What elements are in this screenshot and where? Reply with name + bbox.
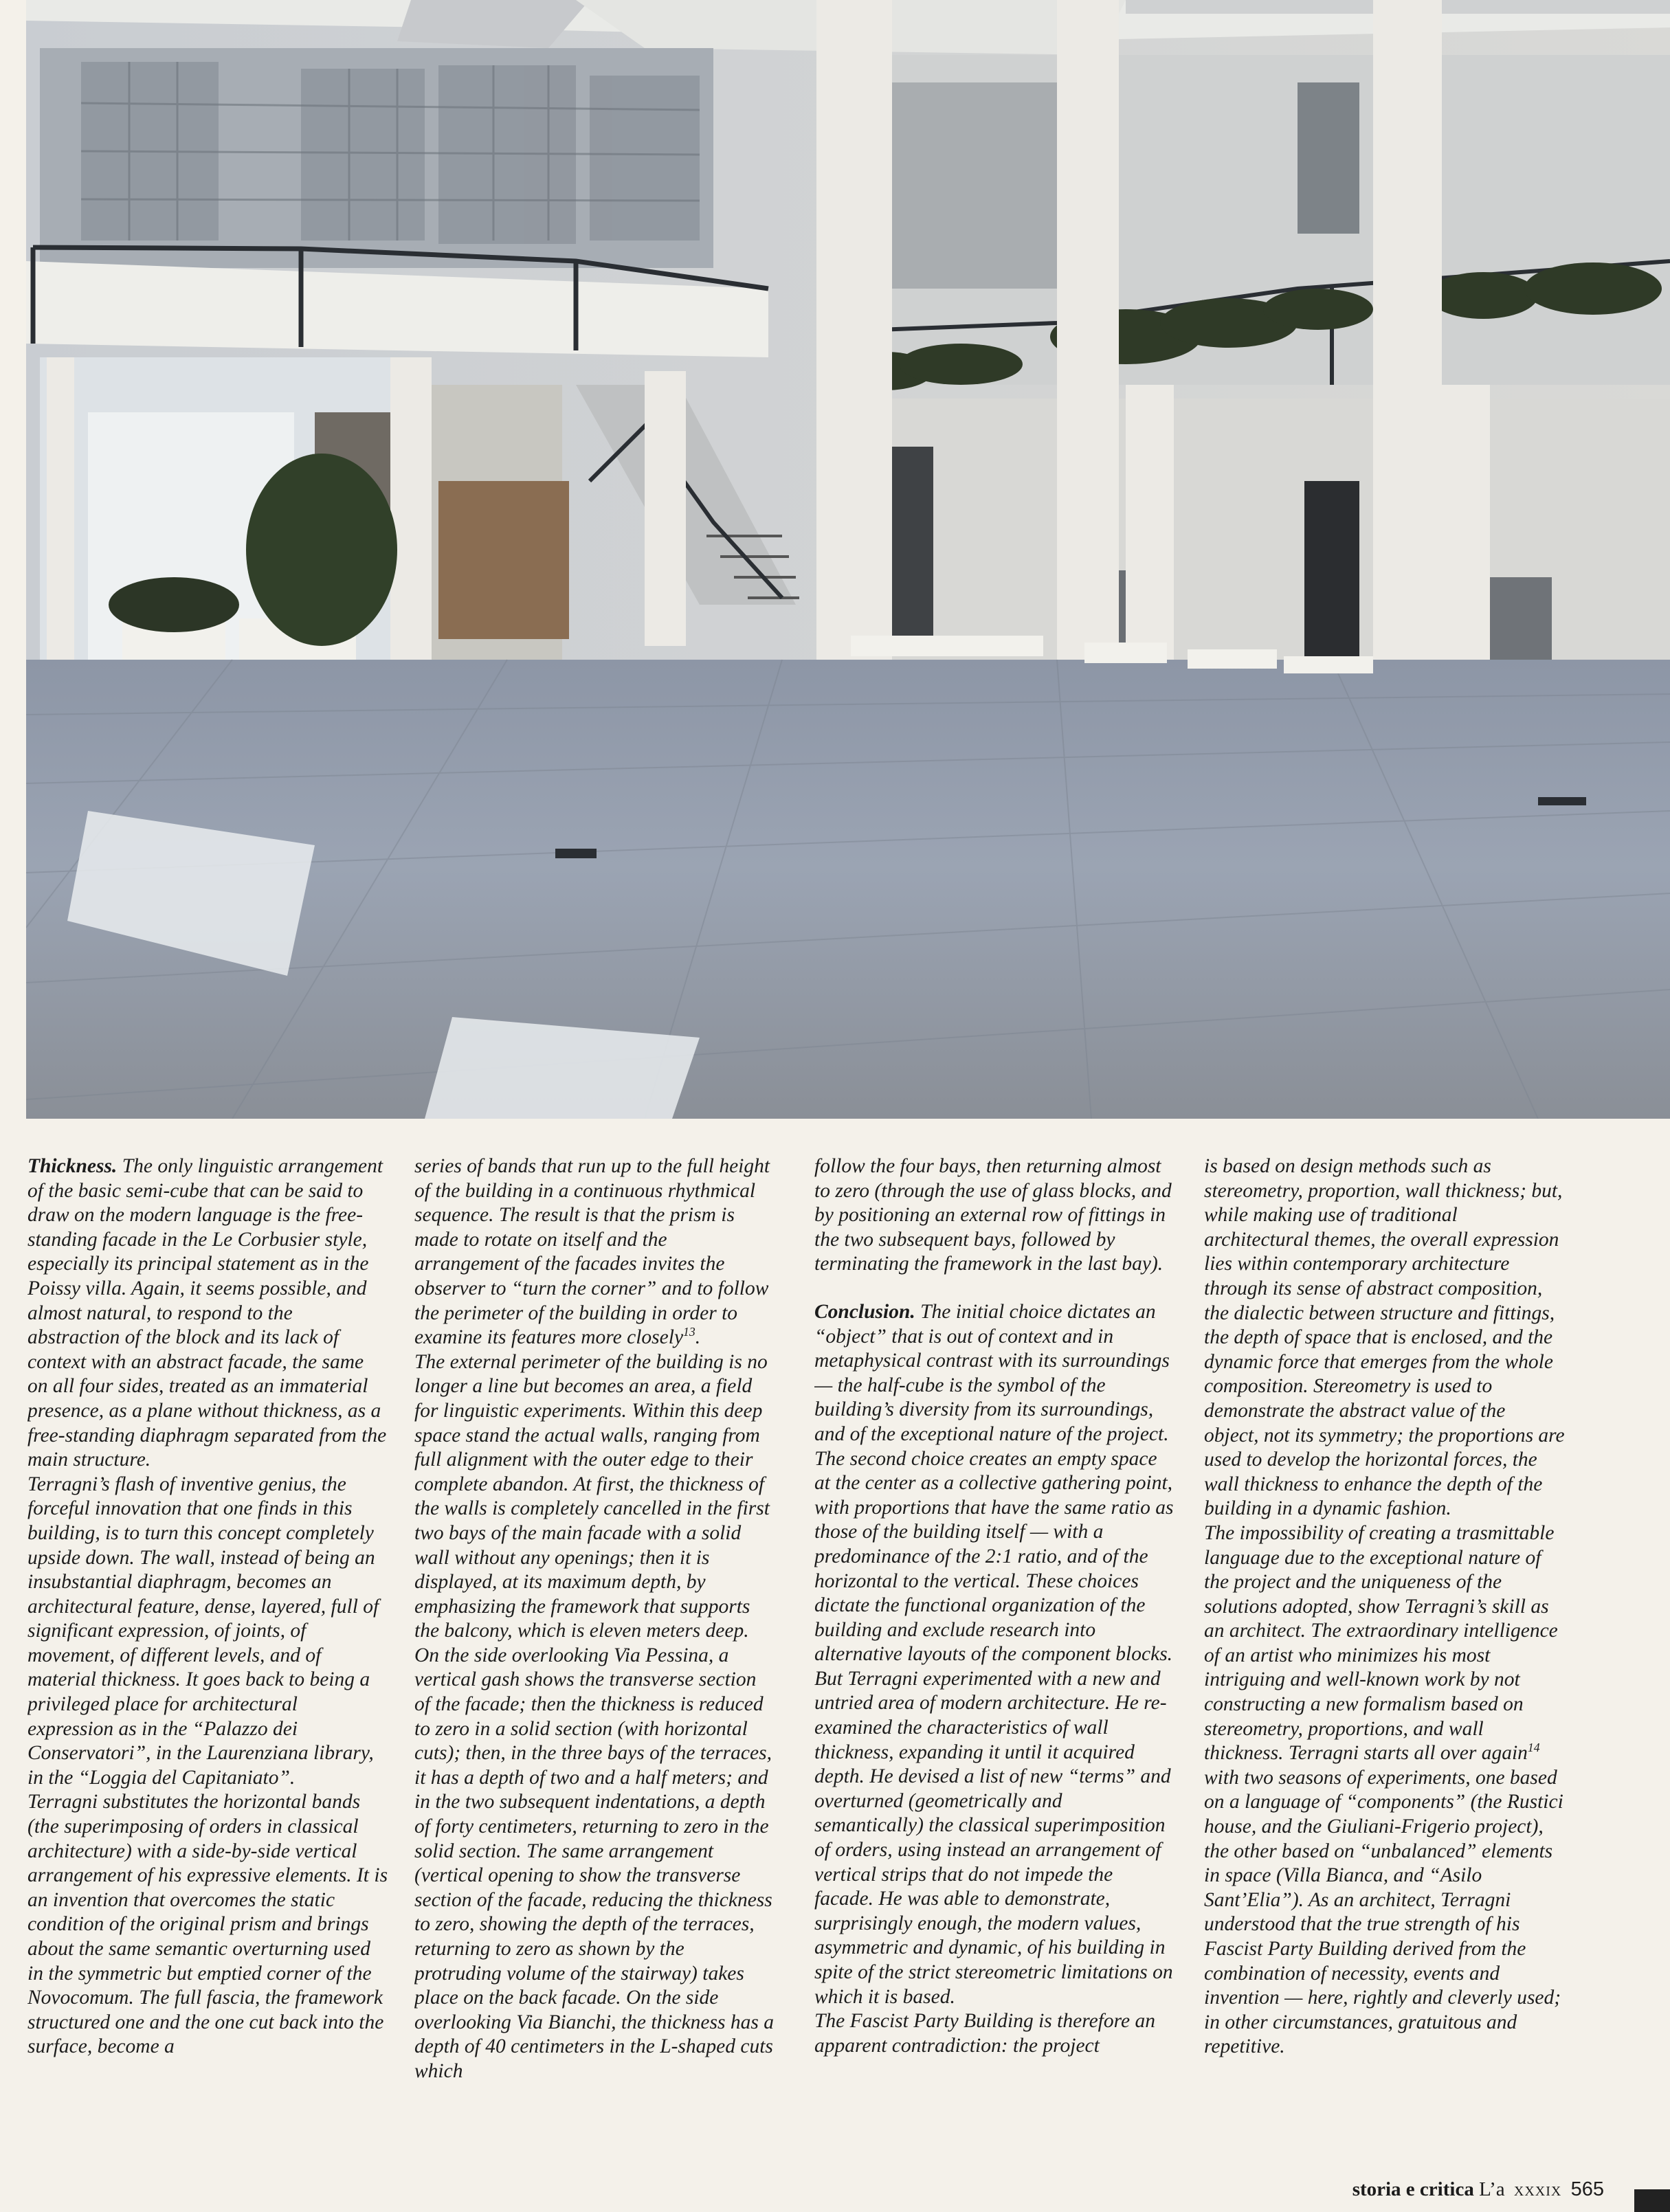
paragraph-text: series of bands that run up to the full height of the building in a continuous rhythmical sequence. The result is that the prism is made to rotate on itself and the arrangement of the facades invites the observer to “turn the corner” and to follow the perimeter of the building in order to examine its features more closely — [414, 1155, 770, 1349]
paragraph-text: follow the four bays, then returning almost to zero (through the use of glass blocks, and by positioning an external row of fittings in the two subsequent bays, followed by terminating the framework in the last bay). — [814, 1155, 1172, 1275]
paragraph — [1204, 1154, 1565, 1521]
magazine-section-label: storia e critica — [1352, 2178, 1474, 2200]
page-footer — [1352, 2178, 1604, 2201]
paragraph-text: The external perimeter of the building is no longer a line but becomes an area, a field for linguistic experiments. Within this deep space stand the actual walls, ranging from full alignment with the outer edge to their complete abandon. At first, the thickness of the walls is completely cancelled in the first two bays of the main facade with a solid wall without any openings; then it is displayed, at its maximum depth, by emphasizing the framework that supports the balcony, which is eleven meters deep. On the side overlooking Via Pessina, a vertical gash shows the transverse section of the facade; then the thickness is reduced to zero in a solid section (with horizontal cuts); then, in the three bays of the terraces, it has a depth of two and a half meters; and in the two subsequent indentations, a depth of forty centimeters, returning to zero in the solid section. The same arrangement (vertical opening to show the transverse section of the facade, reducing the thickness to zero, showing the depth of the terraces, returning to zero as shown by the protruding volume of the stairway) takes place on the back facade. On the side overlooking Via Bianchi, the thickness has a depth of 40 centimeters in the L-shaped cuts which — [414, 1350, 774, 2082]
paragraph — [414, 1350, 775, 2084]
paragraph — [1204, 1521, 1565, 2059]
section-heading-conclusion: Conclusion. — [814, 1300, 915, 1323]
paragraph-text-tail: . — [695, 1326, 701, 1349]
paragraph — [27, 1473, 388, 1791]
paragraph — [814, 1154, 1175, 1277]
paragraph-text: The only linguistic arrangement of the basic semi-cube that can be said to draw on the modern language is the free-standing facade in the Le Corbusier style, especially its principal statement as in the Poissy villa. Again, it seems possible, and almost natural, to respond to the abstraction of the block and its lack of context with an abstract facade, the same on all four sides, treated as an immaterial presence, as a plane without thickness, as a free-standing diaphragm separated from the main structure. — [27, 1155, 387, 1471]
paragraph — [814, 2009, 1175, 2058]
section-heading-thickness: Thickness. — [27, 1155, 118, 1177]
article-body — [27, 1154, 1615, 2137]
paragraph-text: Terragni substitutes the horizontal bands (the superimposing of orders in classical architecture) with a side-by-side vertical arrangement of his expressive elements. It is an invention that overcomes the static condition of the original prism and brings about the same semantic overturning used in the symmetric but emptied corner of the Novocomum. The full fascia, the framework structured one and the one cut back into the surface, become a — [27, 1791, 388, 2058]
magazine-title: L’a — [1479, 2178, 1505, 2200]
paragraph-text-tail: with two seasons of experiments, one based on a language of “components” (the Rustici house, and the Giuliani-Frigerio project), the other based on “unbalanced” elements in space (Villa Bianca, and “Asilo Sant’Elia”). As an architect, Terragni understood that the true strength of his Fascist Party Building derived from the combination of necessity, events and invention — here, rightly and cleverly used; in other circumstances, gratuitous and repetitive. — [1204, 1766, 1563, 2058]
paragraph-text: Terragni’s flash of inventive genius, the forceful innovation that one finds in this building, is to turn this concept completely upside down. The wall, instead of being an insubstantial diaphragm, becomes an architectural feature, dense, layered, full of significant expression, of joints, of movement, of different levels, and of material thickness. It goes back to being a privileged place for architectural expression as in the “Palazzo dei Conservatori”, in the Laurenziana library, in the “Loggia del Capitaniato”. — [27, 1473, 379, 1789]
page-number: 565 — [1570, 2178, 1604, 2200]
paragraph — [27, 1154, 388, 1473]
paragraph — [414, 1154, 775, 1350]
paragraph-text: The Fascist Party Building is therefore an apparent contradiction: the project — [814, 2010, 1155, 2057]
paragraph-text: The impossibility of creating a trasmittable language due to the exceptional nature of the project and the uniqueness of the solutions adopted, show Terragni’s skill as an architect. The extraordinary intelligence of an artist who minimizes his most intriguing and well-known work by not constructing a new formalism based on stereometry, proportions, and wall thickness. Terragni starts all over again — [1204, 1521, 1558, 1765]
paragraph — [814, 1300, 1175, 2009]
issue-number: xxxix — [1513, 2178, 1562, 2200]
text-column-4 — [1204, 1154, 1565, 2137]
atrium-photo — [26, 0, 1670, 1119]
paragraph-text: The initial choice dictates an “object” that is out of context and in metaphysical contrast with its surroundings — the half-cube is the symbol of the building’s diversity from its surroundings, and of the exceptional nature of the project. The second choice creates an empty space at the center as a collective gathering point, with proportions that have the same ratio as those of the building itself — with a predominance of the 2:1 ratio, and of the horizontal to the vertical. These choices dictate the functional organization of the building and exclude research into alternative layouts of the component blocks. But Terragni experimented with a new and untried area of modern architecture. He re-examined the characteristics of wall thickness, expanding it until it acquired depth. He devised a list of new “terms” and overturned (geometrically and semantically) the classical superimposition of orders, using instead an arrangement of vertical strips that do not impede the facade. He was able to demonstrate, surprisingly enough, the modern values, asymmetric and dynamic, of his building in spite of the strict stereometric limitations on which it is based. — [814, 1300, 1174, 2008]
text-column-3 — [814, 1154, 1175, 2137]
page-corner-tab — [1634, 2189, 1670, 2212]
text-column-1 — [27, 1154, 388, 2137]
footnote-ref-13: 13 — [683, 1325, 695, 1339]
paragraph — [27, 1790, 388, 2059]
paragraph-text: is based on design methods such as stereometry, proportion, wall thickness; but, while making use of traditional architectural themes, the overall expression lies within contemporary architecture through its sense of abstract composition, the dialectic between structure and fittings, the depth of space that is enclosed, and the dynamic force that emerges from the whole composition. Stereometry is used to demonstrate the abstract value of the object, not its symmetry; the proportions are used to develop the horizontal forces, the wall thickness to enhance the depth of the building in a dynamic fashion. — [1204, 1155, 1565, 1520]
footnote-ref-14: 14 — [1527, 1741, 1540, 1755]
text-column-2 — [414, 1154, 775, 2137]
